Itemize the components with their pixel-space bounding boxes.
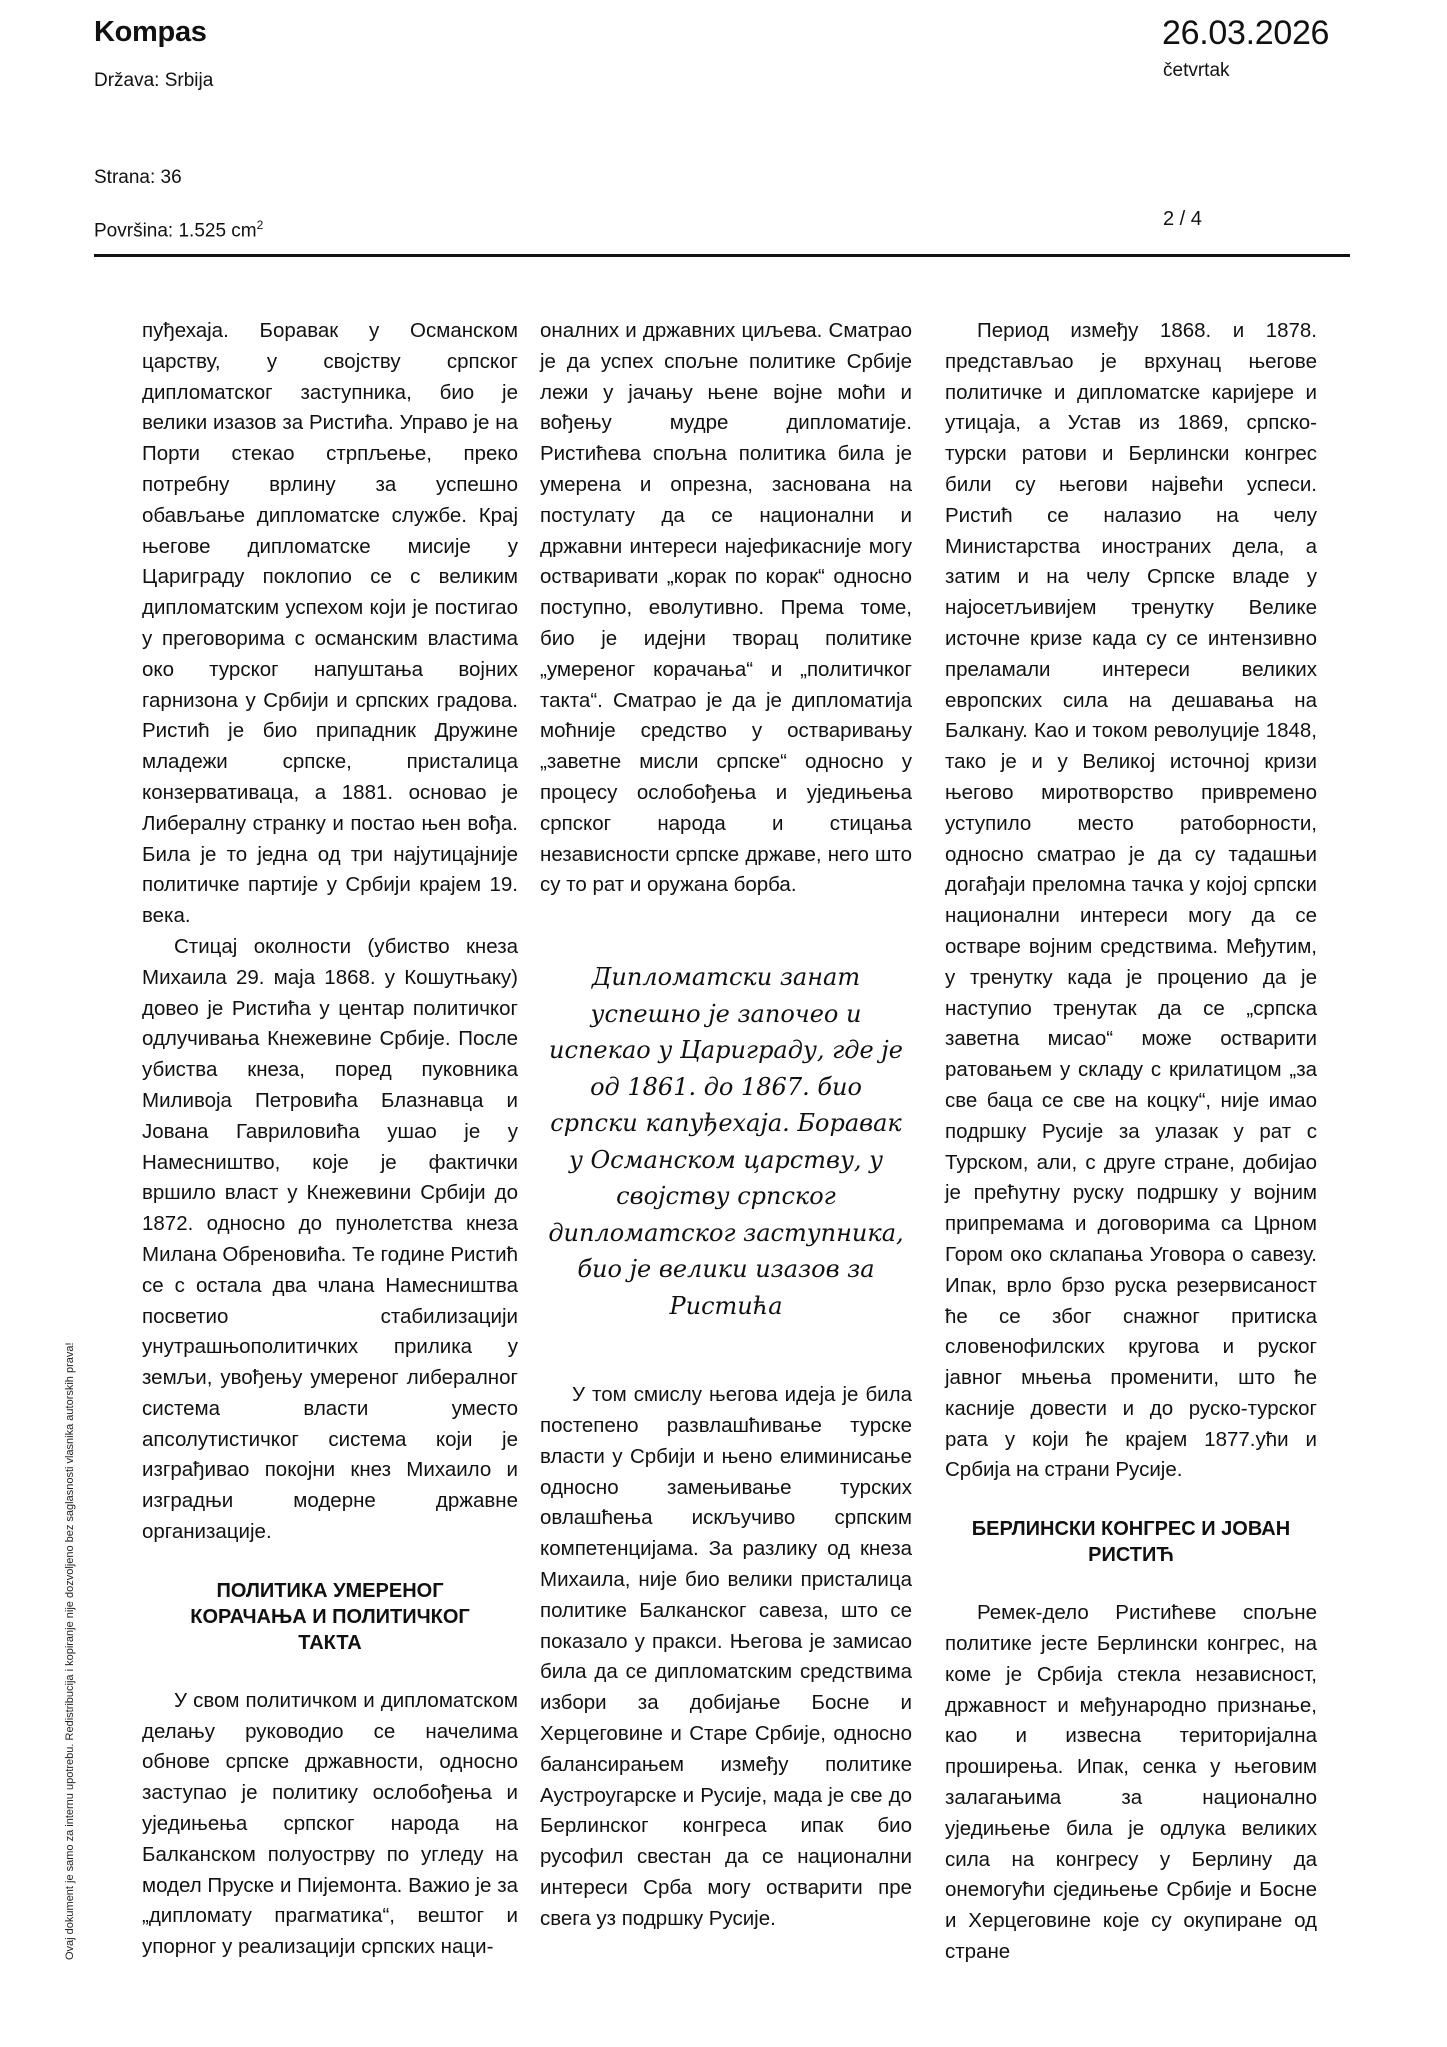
article-column-2 <box>540 316 912 1934</box>
article-column-3 <box>945 316 1317 1968</box>
pull-quote: Дипломатски занат успешно је започео и испекао у Цариграду, где је од 1861. до 1867. био српски капуђехаја. Боравак у Османском царству, у својству српског дипломатског заступника, био је велики изазов за Ристића <box>548 963 904 1320</box>
area-label <box>94 218 263 242</box>
paragraph: Стицај околности (убиство кнеза Михаила 29. маја 1868. у Кошутњаку) довео је Ристића у центар политичког одлучивања Кнежевине Србије. После убиства кнеза, поред пуковника Миливоја Петровића Блазнавца и Јована Гавриловића ушао је у Намесништво, које је фактички вршило власт у Кнежевини Србији до 1872. односно до пунолетства кнеза Милана Обреновића. Те године Ристић се с остала два члана Намесништва посветио стабилизацији унутрашњополитичких прилика у земљи, увођењу умереног либералног система власти уместо апсолутистичког система који је изграђивао покојни кнез Михаило и изградњи модерне државне организације. <box>142 934 518 1544</box>
section-heading: ПОЛИТИКА УМЕРЕНОГ КОРАЧАЊА И ПОЛИТИЧКОГ ТАКТА <box>190 1579 470 1654</box>
page-number-label: Strana: 36 <box>94 167 182 188</box>
paragraph: Ремек-дело Ристићеве спољне политике јесте Берлински конгрес, на коме је Србија стекла независност, државност и међународно признање, као и извесна територијална проширења. Ипак, сенка у његовим залагањима за национално уједињење била је одлука великих сила на конгресу у Берлину да онемогући сједињење Србије и Босне и Херцеговине које су окупиране од стране <box>945 1601 1317 1964</box>
paragraph: пуђехаја. Боравак у Османском царству, у својству српског дипломатског заступника, био је велики изазов за Ристића. Управо је на Порти стекао стрпљење, преко потребну врлину за успешно обављање дипломатске службе. Крај његове дипломатске мисије у Цариграду поклопио се с великим дипломатским успехом који је постигао у преговорима с османским властима око турског напуштања војних гарнизона у Србији и српских градова. Ристић је био припадник Дружине младежи српске, присталица конзервативаца, а 1881. основао је Либералну странку и постао њен вођа. Била је то једна од три најутицајније политичке партије у Србији крајем 19. века. <box>142 319 518 928</box>
publication-name: Kompas <box>94 16 207 48</box>
section-heading: БЕРЛИНСКИ КОНГРЕС И ЈОВАН РИСТИЋ <box>971 1518 1291 1567</box>
paragraph: Период између 1868. и 1878. представљао је врхунац његове политичке и дипломатске каријере и утицаја, а Устав из 1869, српско-турски ратови и Берлински конгрес били су његови највећи успеси. Ристић се налазио на челу Министарства иностраних дела, а затим и на челу Српске владе у најосетљивијем тренутку Велике источне кризе када су се интензивно преламали интереси великих европских сила на дешавања на Балкану. Као и током револуције 1848, тако је и у Великој источној кризи његово миротворство привремено уступило место ратоборности, односно сматрао је да су тадашњи догађаји преломна тачка у којој српски национални интереси могу да се остваре војним средствима. Међутим, у тренутку када је проценио да је наступио тренутак да се „српска заветна мисао“ може остварити ратовањем у складу с крилатицом „за све баца се све на коцку“, није имао подршку Русије за улазак у рат с Турском, али, с друге стране, добијао је прећутну руску подршку у војним припремама и договорима са Црном Гором око склапања Уговора о савезу. Ипак, врло брзо руска резервисаност ће се због снажног притиска словенофилских кругова и руског јавног мњења променити, што ће касније довести и до руско-турског рата у који ће крајем 1877.ући и Србија на страни Русије. <box>945 319 1317 1482</box>
paragraph: оналних и државних циљева. Сматрао је да успех спољне политике Србије лежи у јачању њене војне моћи и вођењу мудре дипломатије. Ристићева спољна политика била је умерена и опрезна, заснована на постулату да се национални и државни интереси најефикасније могу остваривати „корак по корак“ односно поступно, еволутивно. Према томе, био је идејни творац политике „умереног корачања“ и „политичког такта“. Сматрао је да је дипломатија моћније средство у остваривању „заветне мисли српске“ односно у процесу ослобођења и уједињења српског народа и стицања независности српске државе, него што су то рат и оружана борба. <box>540 319 912 897</box>
copyright-disclaimer: Ovaj dokument je samo za internu upotrebu. Redistribucija i kopiranje nije dozvoljeno bez saglasnosti vlasnika autorskih prava! <box>64 1342 76 1960</box>
area-value: Površina: 1.525 cm <box>94 220 257 242</box>
area-exponent: 2 <box>256 218 264 232</box>
paragraph: У том смислу његова идеја је била постепено развлашћивање турске власти у Србији и њено елиминисање односно замењивање турских овлашћења искључиво српским компетенцијама. За разлику од кнеза Михаила, није био велики присталица политике Балканског савеза, што се показало у пракси. Његова је замисао била да се дипломатским средствима избори за добијање Босне и Херцеговине и Старе Србије, односно балансирањем између политике Аустроугарске и Русије, мада је све до Берлинског конгреса ипак био русофил свестан да се национални интереси Срба могу остварити пре свега уз подршку Русије. <box>540 1383 912 1930</box>
paragraph: У свом политичком и дипломатском делању руководио се начелима обнове српске државности, односно заступао је политику ослобођења и уједињења српског народа на Балканском полуострву по угледу на модел Пруске и Пијемонта. Важио је за „дипломату прагматика“, вештог и упорног у реализацији српских наци- <box>142 1688 518 1959</box>
country-label: Država: Srbija <box>94 70 214 91</box>
publication-date: 26.03.2026 <box>1162 14 1330 52</box>
page-counter: 2 / 4 <box>1163 208 1202 230</box>
article-column-1 <box>142 316 518 1963</box>
header-divider <box>94 254 1350 257</box>
weekday-label: četvrtak <box>1163 60 1230 81</box>
